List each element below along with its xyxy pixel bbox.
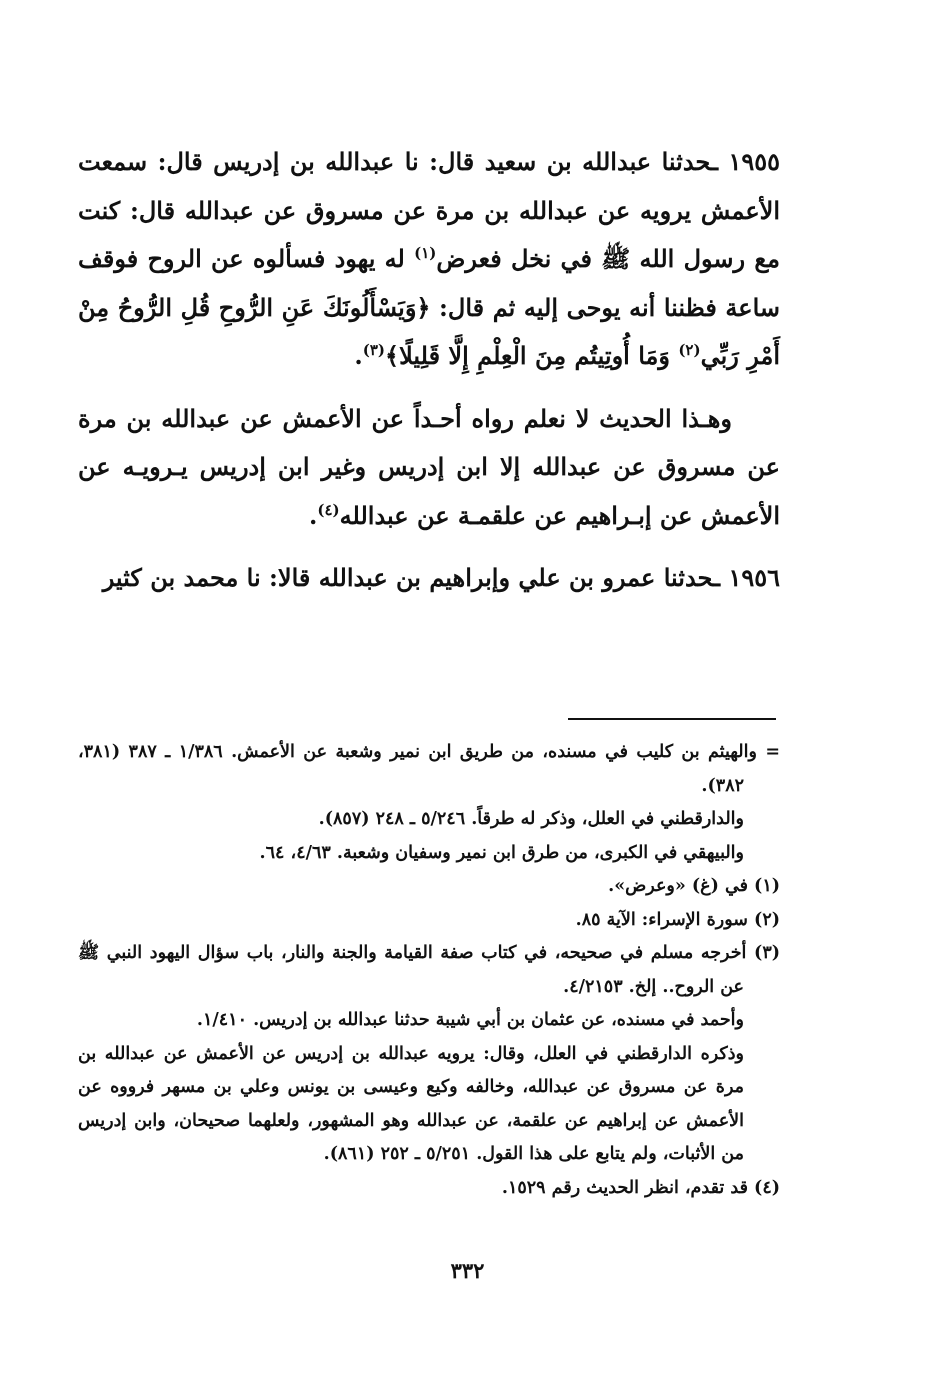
hadith-1955: [78, 138, 780, 381]
commentary-text-b: .: [309, 500, 318, 530]
footnote-continued-a: = والهيثم بن كليب في مسنده، من طريق ابن نمير وشعبة عن الأعمش. ١/٣٨٦ ـ ٣٨٧ (٣٨١، ٣٨٢).: [78, 742, 780, 796]
hadith-1956-text: حدثنا عمرو بن علي وإبراهيم بن عبدالله قالا: نا محمد بن كثير: [102, 563, 714, 592]
footnote-ref-1: (١): [414, 244, 437, 262]
page-number: ٣٣٢: [450, 1258, 485, 1283]
main-text: [78, 138, 780, 603]
footnote-separator: [568, 718, 776, 720]
footnote-ref-4: (٤): [317, 500, 340, 519]
hadith-1956: [78, 554, 780, 603]
footnote-continued-b: والدارقطني في العلل، وذكر له طرقاً. ٥/٢٤٦ ـ ٢٤٨ (٨٥٧).: [318, 809, 744, 829]
footnote-3-daraqutni: وذكره الدارقطني في العلل، وقال: يرويه عبدالله بن إدريس عن الأعمش عن عبدالله بن مرة عن مسروق عن عبدالله، وخالفه وكيع وعيسى بن يونس وعلي بن مسهر فرووه عن الأعمش عن إبراهيم عن علقمة، عن عبدالله وهو المشهور، ولعلهما صحيحان، وابن إدريس من الأثبات، ولم يتابع على هذا القول. ٥/٢٥١ ـ ٢٥٢ (٨٦١).: [78, 1043, 744, 1164]
footnote-3: (٣) أخرجه مسلم في صحيحه، في كتاب صفة القيامة والجنة والنار، باب سؤال اليهود النبي ﷺ عن الروح.. إلخ. ٤/٢١٥٣.: [78, 943, 780, 997]
hadith-1955-text-a: حدثنا عبدالله بن سعيد قال: نا عبدالله بن إدريس قال: سمعت الأعمش يرويه عن عبدالله بن مرة عن مسروق عن عبدالله قال: كنت مع رسول الله ﷺ في نخل فعرض: [78, 147, 781, 273]
footnote-3-ahmad: وأحمد في مسنده، عن عثمان بن أبي شيبة حدثنا عبدالله بن إدريس. ١/٤١٠.: [196, 1010, 744, 1030]
footnote-ref-3: (٣): [362, 341, 386, 359]
hadith-number-1955: ١٩٥٥ ـ: [710, 147, 781, 176]
hadith-number-1956: ١٩٥٦ ـ: [713, 563, 780, 592]
footnote-1: (١) في (غ) «وعرض».: [608, 876, 780, 896]
footnote-ref-2: (٢): [678, 341, 701, 359]
hadith-1955-text-c: وَمَا أُوتِيتُم مِنَ الْعِلْمِ إِلَّا قَلِيلًا﴾: [385, 341, 679, 370]
footnote-2: (٢) سورة الإسراء: الآية ٨٥.: [575, 909, 780, 930]
footnote-4: (٤) قد تقدم، انظر الحديث رقم ١٥٢٩.: [501, 1177, 780, 1198]
commentary-text-a: وهـذا الحديث لا نعلم رواه أحـداً عن الأعمش عن عبدالله بن مرة عن مسروق عن عبدالله إلا ابن إدريس وغير ابن إدريس يـرويـه عن الأعمش عن إبـراهيم عن علقمـة عن عبدالله: [78, 403, 780, 530]
footnotes: [78, 736, 780, 1205]
hadith-1955-text-d: .: [354, 341, 363, 370]
footnote-continued-c: والبيهقي في الكبرى، من طرق ابن نمير وسفيان وشعبة. ٤/٦٣، ٦٤.: [259, 842, 744, 863]
hadith-1955-commentary: [78, 395, 780, 541]
hadith-1955-text-b: له يهود فسألوه عن الروح فوقف ساعة فظننا أنه يوحى إليه ثم قال: ﴿وَيَسْأَلُونَكَ عَنِ الرُّوحِ قُلِ الرُّوحُ مِنْ أَمْرِ رَبِّي: [78, 244, 780, 370]
